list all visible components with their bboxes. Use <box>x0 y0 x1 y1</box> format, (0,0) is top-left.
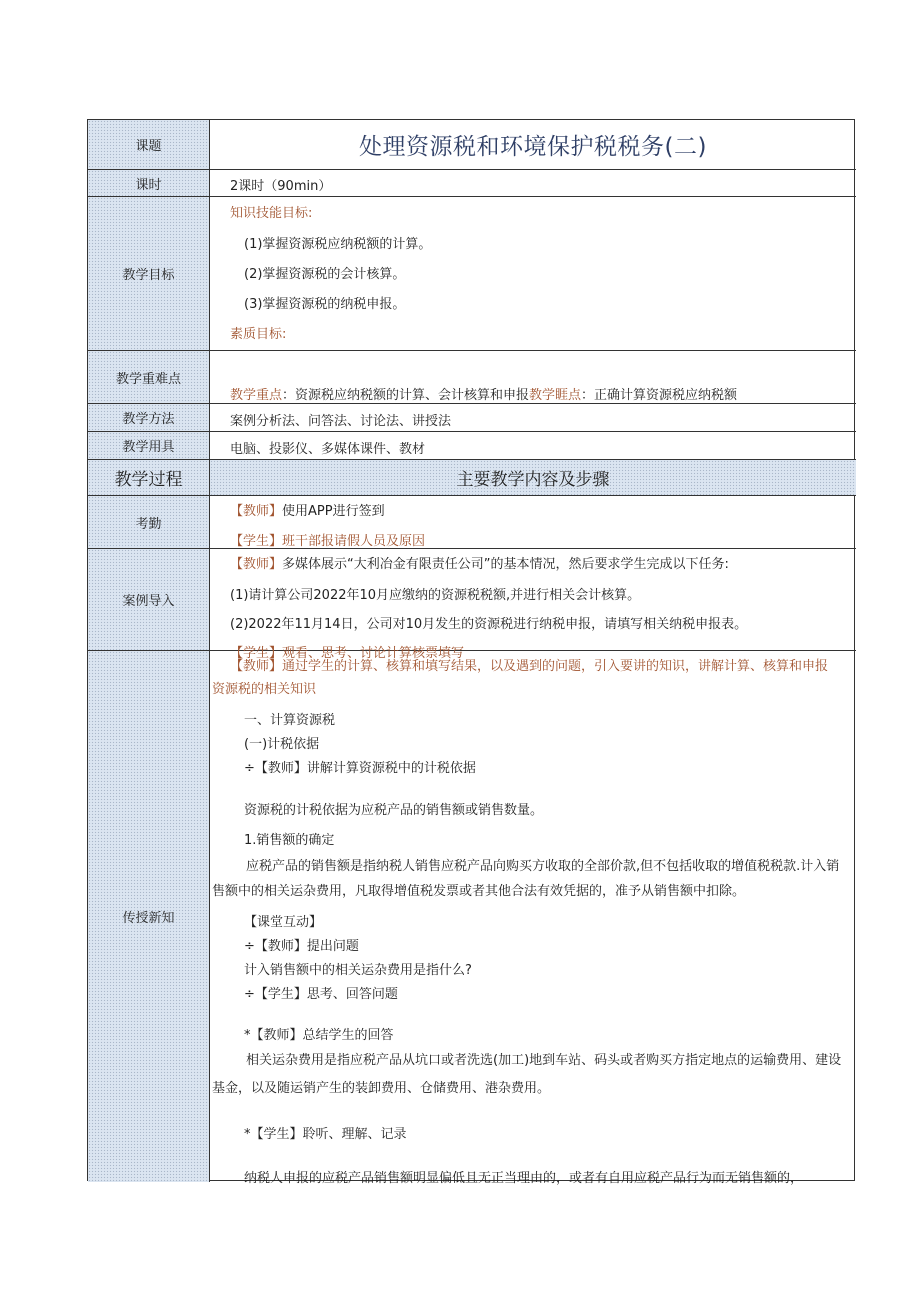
knowledge-heading: 知识技能目标: <box>230 206 313 221</box>
freight-paragraph: 相关运杂费用是指应税产品从坑口或者洗选(加工)地到车站、码头或者购买方指定地点的运输费用、建设基金，以及随运销产生的装卸费用、仓储费用、港杂费用。 <box>212 1053 842 1096</box>
objectives-row <box>88 197 856 351</box>
process-header-left: 教学过程 <box>88 460 210 495</box>
methods-value: 案例分析法、问答法、讨论法、讲授法 <box>230 414 452 429</box>
tools-value: 电脑、投影仪、多媒体课件、教材 <box>230 442 426 457</box>
sales-amount-heading: 1.销售额的确定 <box>244 833 335 848</box>
lesson-plan-table <box>87 119 855 1186</box>
methods-label: 教学方法 <box>88 404 210 431</box>
student-answer: ÷【学生】思考、回答问题 <box>244 987 398 1002</box>
attendance-label: 考勤 <box>88 496 210 548</box>
difficult-point-text: ：正确计算资源税应纳税额 <box>581 388 738 403</box>
class-interaction: 【课堂互动】 <box>244 915 323 930</box>
page-title: 处理资源税和环境保护税税务(二) <box>359 134 707 160</box>
key-points-label: 教学重难点 <box>88 351 210 403</box>
objectives-label: 教学目标 <box>88 197 210 350</box>
teacher-explain: ÷【教师】讲解计算资源税中的计税依据 <box>244 761 476 776</box>
topic-title-cell <box>210 120 856 169</box>
hours-value: 2课时（90min） <box>230 179 332 194</box>
cut-off-line: 纳税人申报的应税产品销售额明显偏低且无正当理由的，或者有自用应税产品行为而无销售额的， <box>244 1171 804 1186</box>
case-task-1: (1)请计算公司2022年10月应缴纳的资源税税额,并进行相关会计核算。 <box>230 588 641 603</box>
process-header-right: 主要教学内容及步骤 <box>456 470 610 490</box>
difficult-point-prefix: 教学睚点 <box>529 388 582 403</box>
hours-row <box>88 170 856 197</box>
topic-row <box>88 120 856 170</box>
case-intro-row <box>88 549 856 661</box>
objective-item-3: (3)掌握资源税的纳税申报。 <box>244 297 406 312</box>
sub-heading: (一)计税依据 <box>244 737 320 752</box>
key-points-row <box>88 351 856 404</box>
attendance-student: 【学生】班干部报请假人员及原因 <box>230 534 426 549</box>
intro-paragraph: 【教师】通过学生的计算、核算和填写结果，以及遇到的问题，引入要讲的知识，讲解计算、核算和申报 资源税的相关知识 <box>212 659 829 697</box>
case-intro-teacher: 【教师】多媒体展示“大利冶金有限责任公司”的基本情况，然后要求学生完成以下任务: <box>230 557 729 572</box>
tools-label: 教学用具 <box>88 432 210 459</box>
case-intro-label: 案例导入 <box>88 549 210 650</box>
section-heading: 一、计算资源税 <box>244 713 336 728</box>
key-point-text: ：资源税应纳税额的计算、会计核算和申报 <box>282 388 530 403</box>
attendance-teacher: 【教师】使用APP进行签到 <box>230 504 385 519</box>
key-points-text <box>230 384 737 403</box>
key-point-prefix: 教学重点 <box>230 388 283 403</box>
topic-label: 课题 <box>88 120 210 169</box>
question-text: 计入销售额中的相关运杂费用是指什么? <box>244 963 472 978</box>
new-knowledge-label: 传授新知 <box>88 651 210 1182</box>
case-task-2: (2)2022年11月14日，公司对10月发生的资源税进行纳税申报，请填写相关纳税申报表。 <box>230 617 748 632</box>
objective-item-2: (2)掌握资源税的会计核算。 <box>244 267 406 282</box>
teacher-ask: ÷【教师】提出问题 <box>244 939 359 954</box>
process-header-row <box>88 460 856 496</box>
sales-amount-paragraph: 应税产品的销售额是指纳税人销售应税产品向购买方收取的全部价款,但不包括收取的增值税税款.计入销售额中的相关运杂费用，凡取得增值税发票或者其他合法有效凭据的，准予从销售额中扣除。 <box>212 859 840 899</box>
objective-item-1: (1)掌握资源税应纳税额的计算。 <box>244 237 432 252</box>
case-intro-student: 【学生】观看、思考、讨论计算核票填写 <box>230 646 465 661</box>
basis-text: 资源税的计税依据为应税产品的销售额或销售数量。 <box>244 803 544 818</box>
new-knowledge-row <box>88 651 856 1186</box>
tools-row <box>88 432 856 460</box>
student-listen: *【学生】聆听、理解、记录 <box>244 1127 407 1142</box>
attendance-row <box>88 496 856 549</box>
methods-row <box>88 404 856 432</box>
hours-label: 课时 <box>88 170 210 196</box>
quality-heading: 素质目标: <box>230 327 287 342</box>
teacher-summary: *【教师】总结学生的回答 <box>244 1028 394 1043</box>
